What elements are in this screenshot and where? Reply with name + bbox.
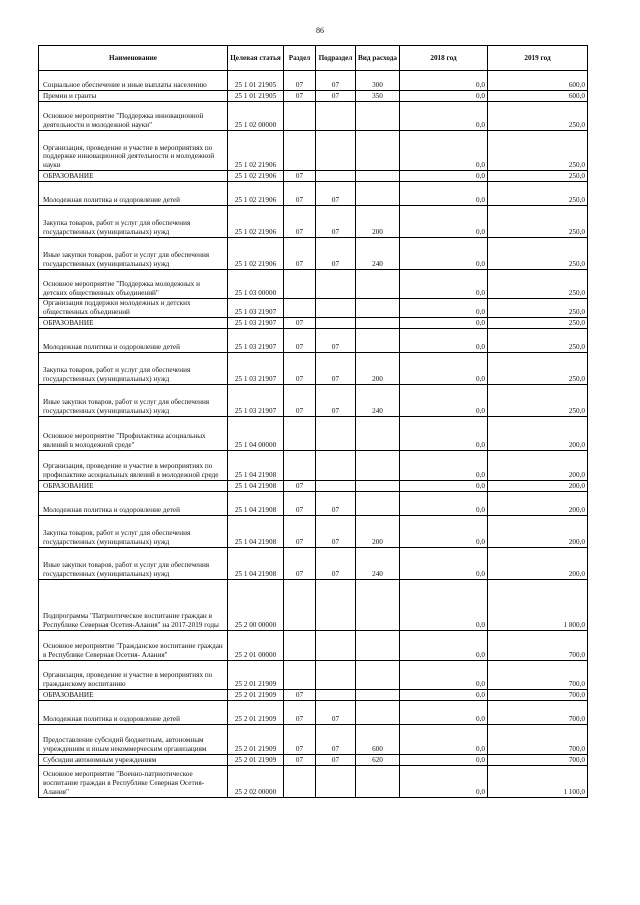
row-section: 07 (284, 328, 316, 352)
row-name: ОБРАЗОВАНИЕ (39, 689, 228, 700)
table-row (39, 206, 588, 238)
row-subsection: 07 (316, 352, 356, 384)
row-section: 07 (284, 182, 316, 206)
row-section: 07 (284, 700, 316, 724)
row-target: 25 1 03 21907 (228, 317, 284, 328)
row-2018: 0,0 (400, 480, 488, 491)
row-expense (356, 299, 400, 318)
page-number: 86 (316, 26, 324, 35)
row-target: 25 2 01 21909 (228, 700, 284, 724)
row-2019: 700,0 (488, 754, 588, 765)
row-2019: 200,0 (488, 416, 588, 450)
row-name: Основное мероприятие "Профилактика асоциальных явлений в молодежной среде" (39, 416, 228, 450)
row-target: 25 1 03 00000 (228, 270, 284, 299)
row-target: 25 1 02 21906 (228, 238, 284, 270)
row-section (284, 131, 316, 171)
table-row (39, 328, 588, 352)
row-name: ОБРАЗОВАНИЕ (39, 171, 228, 182)
table-row (39, 754, 588, 765)
row-expense: 200 (356, 515, 400, 547)
row-expense (356, 270, 400, 299)
row-2019: 250,0 (488, 352, 588, 384)
row-section (284, 416, 316, 450)
row-name: Закупка товаров, работ и услуг для обеспечения государственных (муниципальных) нужд (39, 515, 228, 547)
row-expense (356, 689, 400, 700)
row-2018: 0,0 (400, 579, 488, 630)
header-2018: 2018 год (400, 46, 488, 71)
row-expense (356, 317, 400, 328)
row-section (284, 630, 316, 660)
row-section: 07 (284, 384, 316, 416)
row-name: Молодежная политика и оздоровление детей (39, 182, 228, 206)
row-expense (356, 630, 400, 660)
row-expense: 240 (356, 547, 400, 579)
row-name: Премии и гранты (39, 91, 228, 102)
row-2018: 0,0 (400, 547, 488, 579)
row-subsection: 07 (316, 238, 356, 270)
row-subsection: 07 (316, 547, 356, 579)
row-name: Социальное обеспечение и иные выплаты населению (39, 71, 228, 91)
row-name: Организация, проведение и участие в мероприятиях по гражданскому воспитанию (39, 660, 228, 689)
header-name: Наименование (39, 46, 228, 71)
row-subsection (316, 131, 356, 171)
row-name: Молодежная политика и оздоровление детей (39, 328, 228, 352)
row-2018: 0,0 (400, 700, 488, 724)
row-name: Закупка товаров, работ и услуг для обеспечения государственных (муниципальных) нужд (39, 206, 228, 238)
row-expense: 240 (356, 238, 400, 270)
row-2019: 600,0 (488, 71, 588, 91)
row-target: 25 2 02 00000 (228, 765, 284, 797)
row-target: 25 1 02 21906 (228, 171, 284, 182)
row-2018: 0,0 (400, 384, 488, 416)
row-expense (356, 182, 400, 206)
row-section (284, 299, 316, 318)
row-subsection: 07 (316, 328, 356, 352)
row-target: 25 1 03 21907 (228, 352, 284, 384)
row-subsection (316, 480, 356, 491)
row-name: Организация, проведение и участие в мероприятиях по поддержке инновационной деятельности и молодежной науки (39, 131, 228, 171)
table-row (39, 660, 588, 689)
row-2019: 700,0 (488, 689, 588, 700)
row-name: Организация, проведение и участие в мероприятиях по профилактике асоциальных явлений в молодежной среде (39, 450, 228, 480)
row-expense (356, 450, 400, 480)
row-2018: 0,0 (400, 630, 488, 660)
row-2019: 250,0 (488, 238, 588, 270)
row-2019: 200,0 (488, 547, 588, 579)
row-section: 07 (284, 515, 316, 547)
row-target: 25 2 00 00000 (228, 579, 284, 630)
row-target: 25 2 01 00000 (228, 630, 284, 660)
row-2019: 250,0 (488, 171, 588, 182)
table-row (39, 491, 588, 515)
row-target: 25 1 02 21906 (228, 131, 284, 171)
row-section (284, 270, 316, 299)
row-section: 07 (284, 317, 316, 328)
row-name: Предоставление субсидий бюджетным, автономным учреждениям и иным некоммерческим организациям (39, 724, 228, 754)
row-2019: 700,0 (488, 630, 588, 660)
row-expense: 300 (356, 71, 400, 91)
row-2019: 700,0 (488, 724, 588, 754)
row-expense (356, 328, 400, 352)
row-name: Молодежная политика и оздоровление детей (39, 491, 228, 515)
row-subsection (316, 171, 356, 182)
row-target: 25 1 04 21908 (228, 491, 284, 515)
row-subsection (316, 102, 356, 131)
row-target: 25 1 03 21907 (228, 299, 284, 318)
table-row (39, 689, 588, 700)
row-target: 25 1 04 21908 (228, 450, 284, 480)
row-2018: 0,0 (400, 317, 488, 328)
row-section (284, 579, 316, 630)
row-section: 07 (284, 724, 316, 754)
table-row (39, 270, 588, 299)
row-2018: 0,0 (400, 416, 488, 450)
table-row (39, 547, 588, 579)
row-name: Подпрограмма "Патриотическое воспитание граждан в Республике Северная Осетия-Алания" на 2017-2019 годы (39, 579, 228, 630)
row-section: 07 (284, 547, 316, 579)
row-2019: 200,0 (488, 515, 588, 547)
row-2018: 0,0 (400, 238, 488, 270)
table-row (39, 102, 588, 131)
row-2018: 0,0 (400, 689, 488, 700)
header-expense: Вид расхода (356, 46, 400, 71)
row-target: 25 2 01 21909 (228, 724, 284, 754)
row-name: Основное мероприятие "Военно-патриотическое воспитание граждан в Республике Северная Осетия- Алания" (39, 765, 228, 797)
row-subsection: 07 (316, 91, 356, 102)
header-row (39, 46, 588, 71)
row-2019: 200,0 (488, 450, 588, 480)
row-subsection (316, 765, 356, 797)
table-row (39, 384, 588, 416)
row-name: Молодежная политика и оздоровление детей (39, 700, 228, 724)
header-subsection: Подраздел (316, 46, 356, 71)
row-2019: 200,0 (488, 491, 588, 515)
row-target: 25 1 04 00000 (228, 416, 284, 450)
row-2019: 250,0 (488, 131, 588, 171)
table-row (39, 171, 588, 182)
row-2019: 700,0 (488, 660, 588, 689)
row-section: 07 (284, 238, 316, 270)
row-name: ОБРАЗОВАНИЕ (39, 317, 228, 328)
row-2018: 0,0 (400, 352, 488, 384)
table-row (39, 299, 588, 318)
row-section (284, 765, 316, 797)
row-target: 25 2 01 21909 (228, 689, 284, 700)
row-2018: 0,0 (400, 660, 488, 689)
row-subsection: 07 (316, 384, 356, 416)
row-2019: 700,0 (488, 700, 588, 724)
row-expense (356, 131, 400, 171)
row-name: Основное мероприятие "Поддержка молодежных и детских общественных объединений" (39, 270, 228, 299)
table-row (39, 450, 588, 480)
row-target: 25 1 02 21906 (228, 206, 284, 238)
row-subsection: 07 (316, 515, 356, 547)
header-section: Раздел (284, 46, 316, 71)
row-section: 07 (284, 71, 316, 91)
table-row (39, 317, 588, 328)
row-subsection (316, 579, 356, 630)
row-2019: 200,0 (488, 480, 588, 491)
row-2018: 0,0 (400, 515, 488, 547)
row-2018: 0,0 (400, 206, 488, 238)
table-row (39, 131, 588, 171)
row-section: 07 (284, 689, 316, 700)
row-target: 25 2 01 21909 (228, 660, 284, 689)
row-subsection: 07 (316, 206, 356, 238)
row-name: Субсидии автономным учреждениям (39, 754, 228, 765)
row-target: 25 1 04 21908 (228, 547, 284, 579)
row-expense (356, 765, 400, 797)
table-row (39, 182, 588, 206)
row-2019: 250,0 (488, 328, 588, 352)
row-2018: 0,0 (400, 270, 488, 299)
row-section: 07 (284, 171, 316, 182)
row-section: 07 (284, 754, 316, 765)
table-row (39, 700, 588, 724)
row-expense (356, 491, 400, 515)
row-name: ОБРАЗОВАНИЕ (39, 480, 228, 491)
row-section: 07 (284, 91, 316, 102)
row-name: Основное мероприятие "Поддержка инновационной деятельности и молодежной науки" (39, 102, 228, 131)
table-row (39, 71, 588, 91)
row-subsection: 07 (316, 491, 356, 515)
table-row (39, 480, 588, 491)
row-target: 25 1 03 21907 (228, 384, 284, 416)
row-section (284, 450, 316, 480)
row-2018: 0,0 (400, 450, 488, 480)
row-2018: 0,0 (400, 328, 488, 352)
row-2018: 0,0 (400, 491, 488, 515)
row-subsection: 07 (316, 700, 356, 724)
table-row (39, 765, 588, 797)
row-expense (356, 416, 400, 450)
header-target: Целевая статья (228, 46, 284, 71)
row-2019: 250,0 (488, 317, 588, 328)
row-expense: 240 (356, 384, 400, 416)
row-2019: 250,0 (488, 182, 588, 206)
row-2018: 0,0 (400, 102, 488, 131)
row-expense: 200 (356, 352, 400, 384)
row-subsection (316, 630, 356, 660)
row-subsection (316, 660, 356, 689)
row-2019: 250,0 (488, 299, 588, 318)
row-expense: 620 (356, 754, 400, 765)
row-2019: 250,0 (488, 270, 588, 299)
row-name: Основное мероприятие "Гражданское воспитание граждан в Республике Северная Осетия- Алания" (39, 630, 228, 660)
row-name: Иные закупки товаров, работ и услуг для обеспечения государственных (муниципальных) нужд (39, 238, 228, 270)
row-name: Закупка товаров, работ и услуг для обеспечения государственных (муниципальных) нужд (39, 352, 228, 384)
row-2018: 0,0 (400, 724, 488, 754)
row-subsection (316, 416, 356, 450)
table-row (39, 630, 588, 660)
row-2019: 600,0 (488, 91, 588, 102)
row-expense (356, 700, 400, 724)
row-name: Иные закупки товаров, работ и услуг для обеспечения государственных (муниципальных) нужд (39, 384, 228, 416)
row-subsection: 07 (316, 71, 356, 91)
row-2019: 250,0 (488, 384, 588, 416)
row-expense (356, 579, 400, 630)
row-section: 07 (284, 491, 316, 515)
table-row (39, 579, 588, 630)
row-name: Организация поддержки молодежных и детских общественных объединений (39, 299, 228, 318)
header-2019: 2019 год (488, 46, 588, 71)
row-2018: 0,0 (400, 299, 488, 318)
row-subsection (316, 317, 356, 328)
row-2018: 0,0 (400, 754, 488, 765)
row-2019: 1 100,0 (488, 765, 588, 797)
row-target: 25 1 02 21906 (228, 182, 284, 206)
row-target: 25 2 01 21909 (228, 754, 284, 765)
row-expense (356, 480, 400, 491)
row-section (284, 102, 316, 131)
row-2019: 250,0 (488, 102, 588, 131)
row-subsection (316, 299, 356, 318)
row-2019: 250,0 (488, 206, 588, 238)
row-expense (356, 660, 400, 689)
row-target: 25 1 04 21908 (228, 515, 284, 547)
row-2018: 0,0 (400, 71, 488, 91)
row-2019: 1 800,0 (488, 579, 588, 630)
row-2018: 0,0 (400, 765, 488, 797)
row-target: 25 1 01 21905 (228, 71, 284, 91)
table-row (39, 416, 588, 450)
row-expense (356, 171, 400, 182)
row-subsection: 07 (316, 182, 356, 206)
row-name: Иные закупки товаров, работ и услуг для обеспечения государственных (муниципальных) нужд (39, 547, 228, 579)
row-expense: 600 (356, 724, 400, 754)
row-2018: 0,0 (400, 131, 488, 171)
row-section: 07 (284, 480, 316, 491)
row-section: 07 (284, 352, 316, 384)
row-section (284, 660, 316, 689)
row-subsection (316, 689, 356, 700)
row-target: 25 1 02 00000 (228, 102, 284, 131)
row-subsection: 07 (316, 754, 356, 765)
row-subsection (316, 270, 356, 299)
row-expense: 350 (356, 91, 400, 102)
row-2018: 0,0 (400, 91, 488, 102)
row-subsection: 07 (316, 724, 356, 754)
row-expense: 200 (356, 206, 400, 238)
table-row (39, 91, 588, 102)
budget-table (38, 45, 588, 798)
row-expense (356, 102, 400, 131)
table-row (39, 515, 588, 547)
row-subsection (316, 450, 356, 480)
table-row (39, 238, 588, 270)
row-2018: 0,0 (400, 171, 488, 182)
row-2018: 0,0 (400, 182, 488, 206)
row-target: 25 1 04 21908 (228, 480, 284, 491)
row-section: 07 (284, 206, 316, 238)
row-target: 25 1 03 21907 (228, 328, 284, 352)
row-target: 25 1 01 21905 (228, 91, 284, 102)
table-row (39, 724, 588, 754)
table-row (39, 352, 588, 384)
